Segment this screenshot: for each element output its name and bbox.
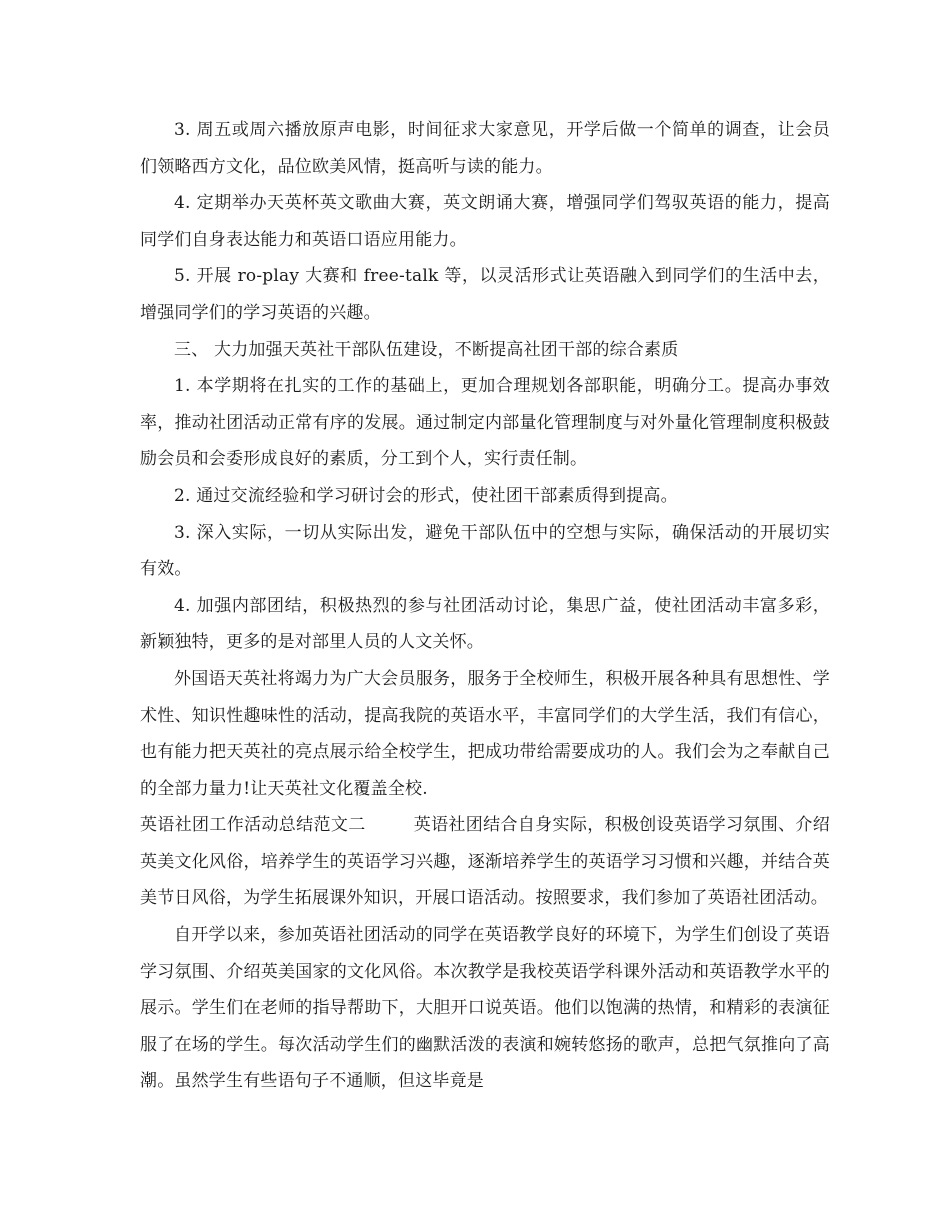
section-two-paragraph bbox=[140, 807, 830, 917]
paragraph-item-4: 4. 定期举办天英杯英文歌曲大赛，英文朗诵大赛，增强同学们驾驭英语的能力，提高同学们自身表达能力和英语口语应用能力。 bbox=[140, 193, 830, 250]
paragraph-cadre-4: 4. 加强内部团结，积极热烈的参与社团活动讨论，集思广益，使社团活动丰富多彩，新颖独特，更多的是对部里人员的人文关怀。 bbox=[140, 595, 830, 653]
paragraph-closing: 自开学以来，参加英语社团活动的同学在英语教学良好的环境下，为学生们创设了英语学习氛围、介绍英美国家的文化风俗。本次教学是我校英语学科课外活动和英语教学水平的展示。学生们在老师的指导帮助下，大胆开口说英语。他们以饱满的热情，和精彩的表演征服了在场的学生。每次活动学生们的幽默活泼的表演和婉转悠扬的歌声，总把气氛推向了高潮。虽然学生有些语句子不通顺，但这毕竟是 bbox=[140, 925, 830, 1092]
section-title: 英语社团工作活动总结范文二 bbox=[140, 815, 366, 836]
paragraph-conclusion: 外国语天英社将竭力为广大会员服务，服务于全校师生，积极开展各种具有思想性、学术性、知识性趣味性的活动，提高我院的英语水平，丰富同学们的大学生活，我们有信心，也有能力把天英社的亮点展示给全校学生，把成功带给需要成功的人。我们会为之奉献自己的全部力量力!让天英社文化覆盖全校. bbox=[140, 668, 830, 799]
paragraph-item-5: 5. 开展 ro-play 大赛和 free-talk 等，以灵活形式让英语融入到同学们的生活中去，增强同学们的学习英语的兴趣。 bbox=[140, 266, 830, 323]
paragraph-cadre-2: 2. 通过交流经验和学习研讨会的形式，使社团干部素质得到提高。 bbox=[174, 485, 678, 506]
paragraph-cadre-1: 1. 本学期将在扎实的工作的基础上，更加合理规划各部职能，明确分工。提高办事效率，推动社团活动正常有序的发展。通过制定内部量化管理制度与对外量化管理制度积极鼓励会员和会委形成良好的素质，分工到个人，实行责任制。 bbox=[140, 376, 830, 470]
section-heading-three: 三、 大力加强天英社干部队伍建设，不断提高社团干部的综合素质 bbox=[174, 339, 679, 360]
paragraph-cadre-3: 3. 深入实际，一切从实际出发，避免干部队伍中的空想与实际，确保活动的开展切实有效。 bbox=[140, 522, 830, 580]
paragraph-item-3: 3. 周五或周六播放原声电影，时间征求大家意见，开学后做一个简单的调查，让会员们领略西方文化，品位欧美风情，挺高听与读的能力。 bbox=[140, 120, 830, 177]
section-intro: 英语社团结合自身实际，积极创设英语学习氛围、介绍英美文化风俗，培养学生的英语学习兴趣，逐渐培养学生的英语学习习惯和兴趣，并结合英美节日风俗，为学生拓展课外知识，开展口语活动。按照要求，我们参加了英语社团活动。 bbox=[140, 815, 830, 909]
document-body bbox=[140, 112, 830, 1100]
